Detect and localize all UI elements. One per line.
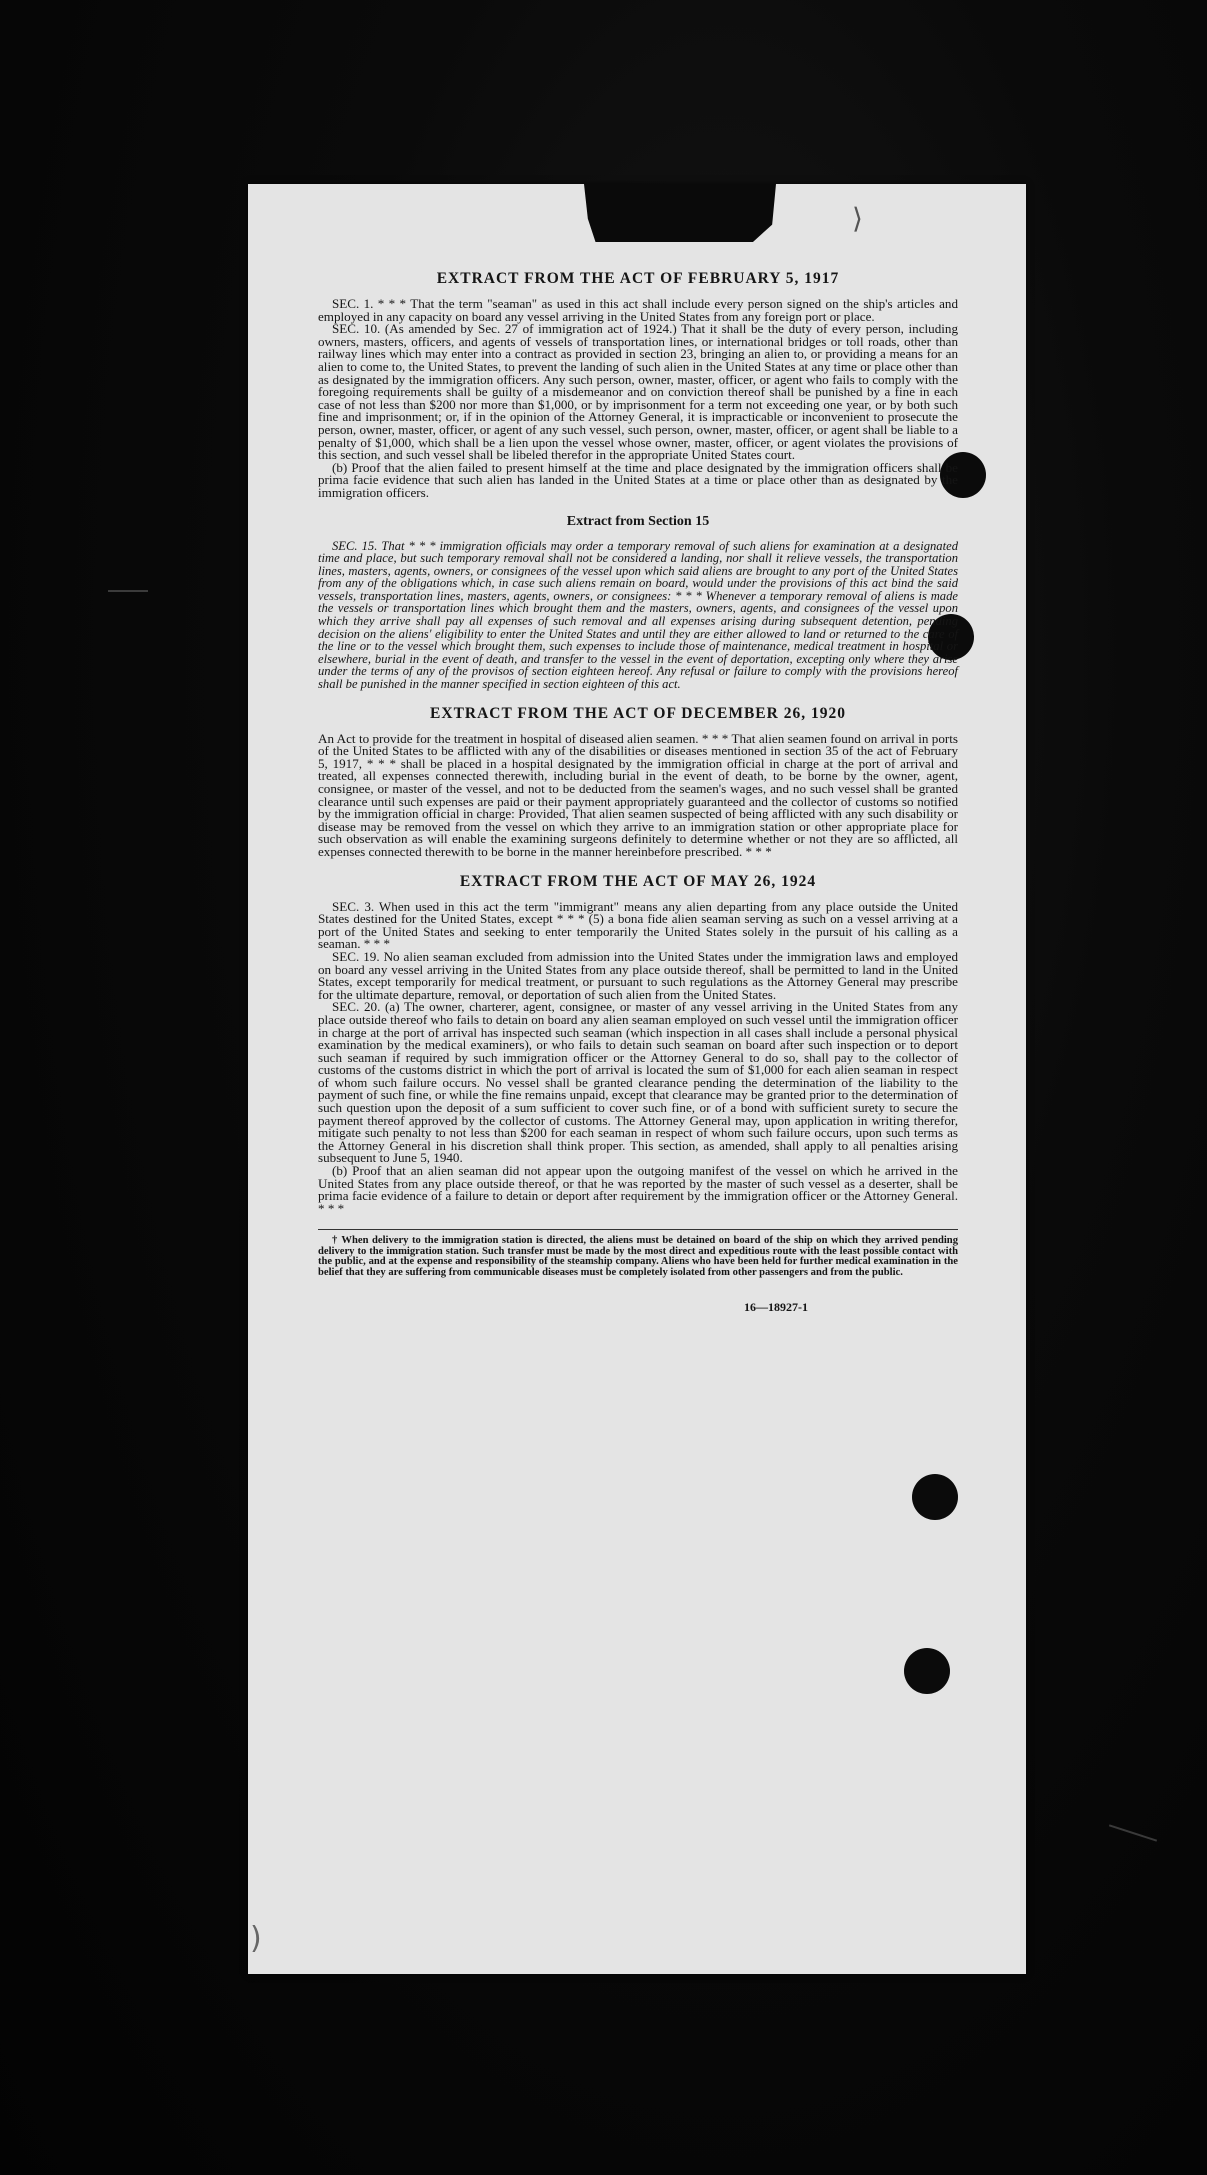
paragraph: SEC. 20. (a) The owner, charterer, agent, consignee, or master of any vessel arriving in the United States from any place outside thereof who fails to detain on board any alien seaman employed on such vessel until the immigration officer in charge at the port of arrival has inspected such seaman (which inspection in all cases shall include a personal physical examination by the medical examiners), or who fails to detain such seaman on board after such inspection or to deport such seaman if required by such immigration officer or the Attorney General to do so, shall pay to the collector of customs of the customs district in which the port of arrival is located the sum of $1,000 for each alien seaman in respect of whom such failure occurs. No vessel shall be granted clearance pending the determination of the liability to the payment of such fine, or while the fine remains unpaid, except that clearance may be granted prior to the determination of such question upon the deposit of a sum sufficient to cover such fine, or of a bond with sufficient surety to secure the payment thereof approved by the collector of customs. The Attorney General may, upon application in writing therefor, mitigate such penalty to not less than $200 for each seaman in respect of whom such failure occurs, upon such terms as the Attorney General in his discretion shall think proper. This section, as amended, shall apply to all penalties arising subsequent to June 5, 1940. xyxy=(318,999,958,1166)
paragraph: SEC. 15. That * * * immigration officials may order a temporary removal of such aliens for examination at a designated time and place, but such temporary removal shall not be considered a landing, nor shall it relieve vessels, the transportation lines, masters, agents, owners, or consignees of the vessel upon which said aliens are brought to any port of the United States from any of the obligations which, in case such aliens remain on board, would under the provisions of this act bind the said vessels, transportation lines, masters, agents, owners, or consignees: * * * Whenever a temporary removal of aliens is made the vessels or transportation lines which brought them and the masters, owners, agents, and consignees of the vessel upon which they arrive shall pay all expenses of such removal and all expenses arising during subsequent detention, pending decision on the aliens' eligibility to enter the United States and until they are either allowed to land or returned to the care of the line or to the vessel which brought them, such expenses to include those of maintenance, medical treatment in hospital or elsewhere, burial in the event of death, and transfer to the vessel in the event of deportation, excepting only where they arise under the terms of any of the provisos of section eighteen hereof. Any refusal or failure to comply with the provisions hereof shall be punished in the manner specified in section eighteen of this act. xyxy=(318,538,958,692)
section-heading: EXTRACT FROM THE ACT OF FEBRUARY 5, 1917 xyxy=(436,270,840,287)
paragraph: SEC. 10. (As amended by Sec. 27 of immigration act of 1924.) That it shall be the duty of every person, including owners, masters, officers, and agents of vessels of transportation lines, or international bridges or toll roads, other than railway lines which may enter into a contract as provided in section 23, bringing an alien to, or providing a means for an alien to come to, the United States, to prevent the landing of such alien in the United States at any time or place other than as designated by the immigration officers. Any such person, owner, master, officer, or agent who fails to comply with the foregoing requirements shall be guilty of a misdemeanor and on conviction thereof shall be punished by a fine in each case of not less than $200 nor more than $1,000, or by imprisonment for a term not exceeding one year, or by both such fine and imprisonment; or, if in the opinion of the Attorney General, it is impracticable or inconvenient to prosecute the person, owner, master, officer, or agent of any such vessel, such person, owner, master, officer, or agent shall be liable to a penalty of $1,000, which shall be a lien upon the vessel whose owner, master, officer, or agent violates the provisions of this section, and such vessel shall be libeled therefor in the appropriate United States court. xyxy=(318,321,958,463)
paragraph: SEC. 19. No alien seaman excluded from admission into the United States under the immigration laws and employed on board any vessel arriving in the United States from any place outside thereof, shall be permitted to land in the United States, except temporarily for medical treatment, or pursuant to such regulations as the Attorney General may prescribe for the ultimate departure, removal, or deportation of such alien from the United States. xyxy=(318,948,958,1002)
section-heading: EXTRACT FROM THE ACT OF MAY 26, 1924 xyxy=(459,872,817,890)
section-act-1920 xyxy=(318,705,958,859)
paragraph: SEC. 3. When used in this act the term "immigrant" means any alien departing from any place outside the United States destined for the United States, except * * * (5) a bona fide alien seaman serving as such on a vessel arriving at a port of the United States and seeking to enter temporarily the United States solely in the pursuit of his calling as a seaman. * * * xyxy=(318,898,958,952)
punch-hole xyxy=(904,1648,950,1694)
section-act-1917 xyxy=(318,270,958,500)
form-number: 16—18927-1 xyxy=(744,1300,808,1315)
document-content xyxy=(318,270,958,1315)
section-heading: Extract from Section 15 xyxy=(566,513,710,529)
section-heading: EXTRACT FROM THE ACT OF DECEMBER 26, 1920 xyxy=(430,704,846,722)
torn-tab-notch xyxy=(584,184,776,242)
paragraph: (b) Proof that the alien failed to present himself at the time and place designated by the immigration officers shall be prima facie evidence that such alien has landed in the United States at a time or place other than as designated by the immigration officers. xyxy=(318,459,958,500)
paragraph: SEC. 1. * * * That the term "seaman" as used in this act shall include every person signed on the ship's articles and employed in any capacity on board any vessel arriving in the United States from any foreign port or place. xyxy=(318,296,958,324)
punch-hole xyxy=(912,1474,958,1520)
section-extract-15 xyxy=(318,514,958,691)
pencil-mark: ⟩ xyxy=(852,202,863,235)
footnote-divider xyxy=(318,1229,958,1230)
scan-streak xyxy=(108,590,148,592)
footnote: † When delivery to the immigration station is directed, the aliens must be detained on board of the ship on which they arrived pending delivery to the immigration station. Such transfer must be made by the most direct and expeditious route with the least possible contact with the public, and at the expense and responsibility of the steamship company. Aliens who have been held for further medical examination in the belief that they are suffering from communicable diseases must be completely isolated from other passengers and from the public. xyxy=(318,1235,958,1278)
document-page xyxy=(248,184,1026,1974)
paragraph: (b) Proof that an alien seaman did not appear upon the outgoing manifest of the vessel on which he arrived in the United States from any place outside thereof, or that he was reported by the master of such vessel as a deserter, shall be prima facie evidence of a failure to detain or deport after requirement by the immigration officer or the Attorney General. * * * xyxy=(318,1163,958,1216)
paragraph: An Act to provide for the treatment in hospital of diseased alien seamen. * * * That alien seamen found on arrival in ports of the United States to be afflicted with any of the disabilities or diseases mentioned in section 35 of the act of February 5, 1917, * * * shall be placed in a hospital designated by the immigration official in charge at the port of arrival and treated, all expenses connected therewith, including burial in the event of death, to be borne by the owner, agent, consignee, or master of the vessel, and not to be deducted from the seamen's wages, and no such vessel shall be granted clearance until such expenses are paid or their payment appropriately guaranteed and the collector of customs so notified by the immigration official in charge: Provided, That alien seamen suspected of being afflicted with any such disability or disease may be removed from the vessel on which they arrive to an immigration station or other appropriate place for such observation as will enable the examining surgeons definitely to determine whether or not they are so afflicted, all expenses connected therewith to be borne in the manner hereinbefore prescribed. * * * xyxy=(318,730,958,859)
section-act-1924 xyxy=(318,873,958,1216)
pencil-mark: ) xyxy=(250,1921,262,1956)
